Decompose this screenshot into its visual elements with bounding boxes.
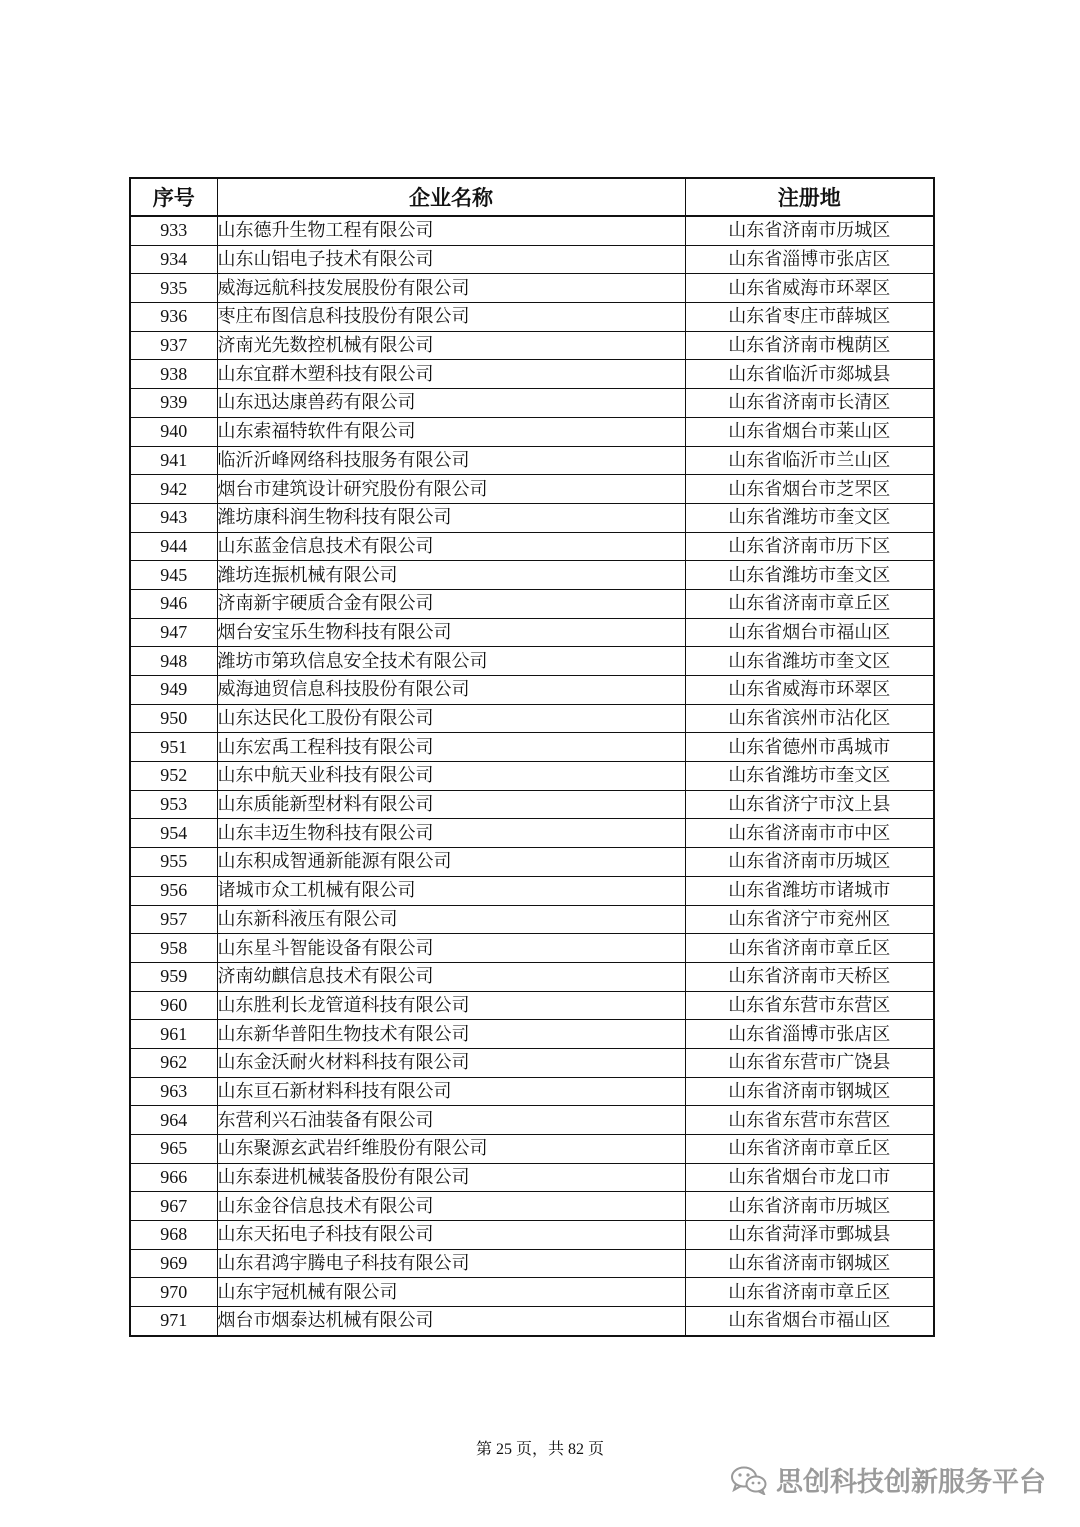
- cell-serial-number: 947: [130, 618, 217, 647]
- cell-serial-number: 937: [130, 331, 217, 360]
- cell-registration-place: 山东省烟台市福山区: [685, 618, 934, 647]
- table-row: [130, 1192, 934, 1221]
- table-row: [130, 417, 934, 446]
- cell-serial-number: 933: [130, 216, 217, 245]
- cell-serial-number: 957: [130, 905, 217, 934]
- header-serial-number: 序号: [130, 178, 217, 216]
- cell-registration-place: 山东省济南市钢城区: [685, 1249, 934, 1278]
- watermark-text: 思创科技创新服务平台: [776, 1467, 1046, 1498]
- cell-company-name: 烟台安宝乐生物科技有限公司: [217, 618, 685, 647]
- table-row: [130, 962, 934, 991]
- table-row: [130, 1106, 934, 1135]
- cell-company-name: 烟台市建筑设计研究股份有限公司: [217, 475, 685, 504]
- cell-company-name: 山东天拓电子科技有限公司: [217, 1221, 685, 1250]
- cell-registration-place: 山东省德州市禹城市: [685, 733, 934, 762]
- cell-registration-place: 山东省淄博市张店区: [685, 245, 934, 274]
- cell-registration-place: 山东省济南市章丘区: [685, 1278, 934, 1307]
- cell-registration-place: 山东省东营市东营区: [685, 991, 934, 1020]
- cell-registration-place: 山东省济南市槐荫区: [685, 331, 934, 360]
- table-row: [130, 762, 934, 791]
- cell-registration-place: 山东省济南市历下区: [685, 532, 934, 561]
- cell-company-name: 济南幼麒信息技术有限公司: [217, 962, 685, 991]
- cell-serial-number: 938: [130, 360, 217, 389]
- cell-registration-place: 山东省潍坊市诸城市: [685, 876, 934, 905]
- table-body: [130, 216, 934, 1336]
- cell-serial-number: 960: [130, 991, 217, 1020]
- cell-serial-number: 961: [130, 1020, 217, 1049]
- cell-company-name: 诸城市众工机械有限公司: [217, 876, 685, 905]
- cell-serial-number: 949: [130, 676, 217, 705]
- cell-company-name: 山东山铝电子技术有限公司: [217, 245, 685, 274]
- table-row: [130, 1020, 934, 1049]
- cell-serial-number: 944: [130, 532, 217, 561]
- cell-serial-number: 967: [130, 1192, 217, 1221]
- table-row: [130, 905, 934, 934]
- cell-registration-place: 山东省济南市章丘区: [685, 934, 934, 963]
- cell-serial-number: 951: [130, 733, 217, 762]
- cell-registration-place: 山东省济南市市中区: [685, 819, 934, 848]
- cell-serial-number: 956: [130, 876, 217, 905]
- table-row: [130, 589, 934, 618]
- cell-serial-number: 934: [130, 245, 217, 274]
- table-row: [130, 245, 934, 274]
- cell-company-name: 山东星斗智能设备有限公司: [217, 934, 685, 963]
- header-registration-place: 注册地: [685, 178, 934, 216]
- cell-company-name: 山东索福特软件有限公司: [217, 417, 685, 446]
- cell-company-name: 山东君鸿宇腾电子科技有限公司: [217, 1249, 685, 1278]
- cell-company-name: 山东达民化工股份有限公司: [217, 704, 685, 733]
- cell-serial-number: 966: [130, 1163, 217, 1192]
- cell-serial-number: 939: [130, 389, 217, 418]
- table-row: [130, 303, 934, 332]
- cell-company-name: 山东聚源玄武岩纤维股份有限公司: [217, 1135, 685, 1164]
- header-row: [130, 178, 934, 216]
- table-row: [130, 389, 934, 418]
- cell-company-name: 山东金沃耐火材料科技有限公司: [217, 1048, 685, 1077]
- cell-registration-place: 山东省潍坊市奎文区: [685, 561, 934, 590]
- cell-company-name: 威海迪贸信息科技股份有限公司: [217, 676, 685, 705]
- table-row: [130, 1221, 934, 1250]
- table-row: [130, 532, 934, 561]
- cell-registration-place: 山东省济南市天桥区: [685, 962, 934, 991]
- cell-registration-place: 山东省济南市历城区: [685, 848, 934, 877]
- table-row: [130, 1048, 934, 1077]
- cell-serial-number: 969: [130, 1249, 217, 1278]
- cell-registration-place: 山东省济南市章丘区: [685, 1135, 934, 1164]
- cell-registration-place: 山东省菏泽市鄄城县: [685, 1221, 934, 1250]
- table-row: [130, 618, 934, 647]
- table-row: [130, 503, 934, 532]
- cell-company-name: 山东积成智通新能源有限公司: [217, 848, 685, 877]
- cell-serial-number: 936: [130, 303, 217, 332]
- cell-company-name: 山东亘石新材料科技有限公司: [217, 1077, 685, 1106]
- cell-company-name: 临沂沂峰网络科技服务有限公司: [217, 446, 685, 475]
- table-row: [130, 331, 934, 360]
- cell-registration-place: 山东省济南市钢城区: [685, 1077, 934, 1106]
- cell-serial-number: 968: [130, 1221, 217, 1250]
- table-row: [130, 1077, 934, 1106]
- table-row: [130, 733, 934, 762]
- cell-serial-number: 954: [130, 819, 217, 848]
- table-row: [130, 876, 934, 905]
- cell-registration-place: 山东省威海市环翠区: [685, 274, 934, 303]
- cell-serial-number: 940: [130, 417, 217, 446]
- cell-registration-place: 山东省济南市历城区: [685, 216, 934, 245]
- cell-serial-number: 971: [130, 1307, 217, 1336]
- cell-serial-number: 953: [130, 790, 217, 819]
- cell-company-name: 山东丰迈生物科技有限公司: [217, 819, 685, 848]
- cell-registration-place: 山东省烟台市龙口市: [685, 1163, 934, 1192]
- table-row: [130, 704, 934, 733]
- table-row: [130, 647, 934, 676]
- table-row: [130, 848, 934, 877]
- table-row: [130, 1278, 934, 1307]
- table-row: [130, 1307, 934, 1336]
- header-company-name: 企业名称: [217, 178, 685, 216]
- cell-serial-number: 950: [130, 704, 217, 733]
- cell-company-name: 山东金谷信息技术有限公司: [217, 1192, 685, 1221]
- cell-company-name: 山东宏禹工程科技有限公司: [217, 733, 685, 762]
- table-row: [130, 819, 934, 848]
- cell-registration-place: 山东省烟台市福山区: [685, 1307, 934, 1336]
- page-number: 第 25 页，共 82 页: [475, 1441, 604, 1458]
- cell-company-name: 枣庄布图信息科技股份有限公司: [217, 303, 685, 332]
- cell-serial-number: 952: [130, 762, 217, 791]
- cell-company-name: 烟台市烟泰达机械有限公司: [217, 1307, 685, 1336]
- cell-registration-place: 山东省济宁市兖州区: [685, 905, 934, 934]
- cell-company-name: 山东德升生物工程有限公司: [217, 216, 685, 245]
- table-row: [130, 676, 934, 705]
- cell-registration-place: 山东省滨州市沾化区: [685, 704, 934, 733]
- table-row: [130, 360, 934, 389]
- cell-company-name: 山东胜利长龙管道科技有限公司: [217, 991, 685, 1020]
- cell-registration-place: 山东省济南市历城区: [685, 1192, 934, 1221]
- company-table: [129, 177, 935, 1337]
- cell-company-name: 潍坊市第玖信息安全技术有限公司: [217, 647, 685, 676]
- cell-registration-place: 山东省济南市长清区: [685, 389, 934, 418]
- cell-registration-place: 山东省烟台市芝罘区: [685, 475, 934, 504]
- cell-serial-number: 948: [130, 647, 217, 676]
- cell-serial-number: 959: [130, 962, 217, 991]
- table-row: [130, 274, 934, 303]
- cell-serial-number: 942: [130, 475, 217, 504]
- cell-company-name: 山东中航天业科技有限公司: [217, 762, 685, 791]
- table-row: [130, 991, 934, 1020]
- cell-company-name: 山东质能新型材料有限公司: [217, 790, 685, 819]
- cell-serial-number: 963: [130, 1077, 217, 1106]
- cell-company-name: 山东迅达康兽药有限公司: [217, 389, 685, 418]
- wechat-icon: [730, 1465, 768, 1495]
- cell-serial-number: 965: [130, 1135, 217, 1164]
- cell-company-name: 潍坊连振机械有限公司: [217, 561, 685, 590]
- cell-registration-place: 山东省枣庄市薛城区: [685, 303, 934, 332]
- table-row: [130, 446, 934, 475]
- cell-serial-number: 935: [130, 274, 217, 303]
- cell-registration-place: 山东省潍坊市奎文区: [685, 762, 934, 791]
- cell-company-name: 山东泰进机械装备股份有限公司: [217, 1163, 685, 1192]
- cell-registration-place: 山东省东营市广饶县: [685, 1048, 934, 1077]
- cell-serial-number: 962: [130, 1048, 217, 1077]
- table-row: [130, 216, 934, 245]
- table-row: [130, 934, 934, 963]
- cell-serial-number: 945: [130, 561, 217, 590]
- cell-company-name: 威海远航科技发展股份有限公司: [217, 274, 685, 303]
- cell-serial-number: 946: [130, 589, 217, 618]
- cell-company-name: 山东新华普阳生物技术有限公司: [217, 1020, 685, 1049]
- cell-registration-place: 山东省东营市东营区: [685, 1106, 934, 1135]
- cell-serial-number: 955: [130, 848, 217, 877]
- cell-company-name: 东营利兴石油装备有限公司: [217, 1106, 685, 1135]
- cell-registration-place: 山东省烟台市莱山区: [685, 417, 934, 446]
- cell-registration-place: 山东省威海市环翠区: [685, 676, 934, 705]
- cell-serial-number: 958: [130, 934, 217, 963]
- table-row: [130, 1249, 934, 1278]
- cell-registration-place: 山东省临沂市兰山区: [685, 446, 934, 475]
- cell-company-name: 济南新宇硬质合金有限公司: [217, 589, 685, 618]
- cell-company-name: 山东宜群木塑科技有限公司: [217, 360, 685, 389]
- cell-registration-place: 山东省潍坊市奎文区: [685, 503, 934, 532]
- cell-registration-place: 山东省济宁市汶上县: [685, 790, 934, 819]
- cell-company-name: 山东蓝金信息技术有限公司: [217, 532, 685, 561]
- table-row: [130, 1135, 934, 1164]
- table-row: [130, 561, 934, 590]
- cell-serial-number: 964: [130, 1106, 217, 1135]
- cell-company-name: 山东新科液压有限公司: [217, 905, 685, 934]
- cell-company-name: 济南光先数控机械有限公司: [217, 331, 685, 360]
- cell-serial-number: 941: [130, 446, 217, 475]
- cell-serial-number: 970: [130, 1278, 217, 1307]
- table-row: [130, 1163, 934, 1192]
- cell-registration-place: 山东省潍坊市奎文区: [685, 647, 934, 676]
- watermark: [730, 1460, 1046, 1499]
- table-row: [130, 790, 934, 819]
- cell-registration-place: 山东省济南市章丘区: [685, 589, 934, 618]
- cell-registration-place: 山东省临沂市郯城县: [685, 360, 934, 389]
- cell-company-name: 潍坊康科润生物科技有限公司: [217, 503, 685, 532]
- cell-registration-place: 山东省淄博市张店区: [685, 1020, 934, 1049]
- cell-serial-number: 943: [130, 503, 217, 532]
- cell-company-name: 山东宇冠机械有限公司: [217, 1278, 685, 1307]
- table-row: [130, 475, 934, 504]
- table-header: [130, 178, 934, 216]
